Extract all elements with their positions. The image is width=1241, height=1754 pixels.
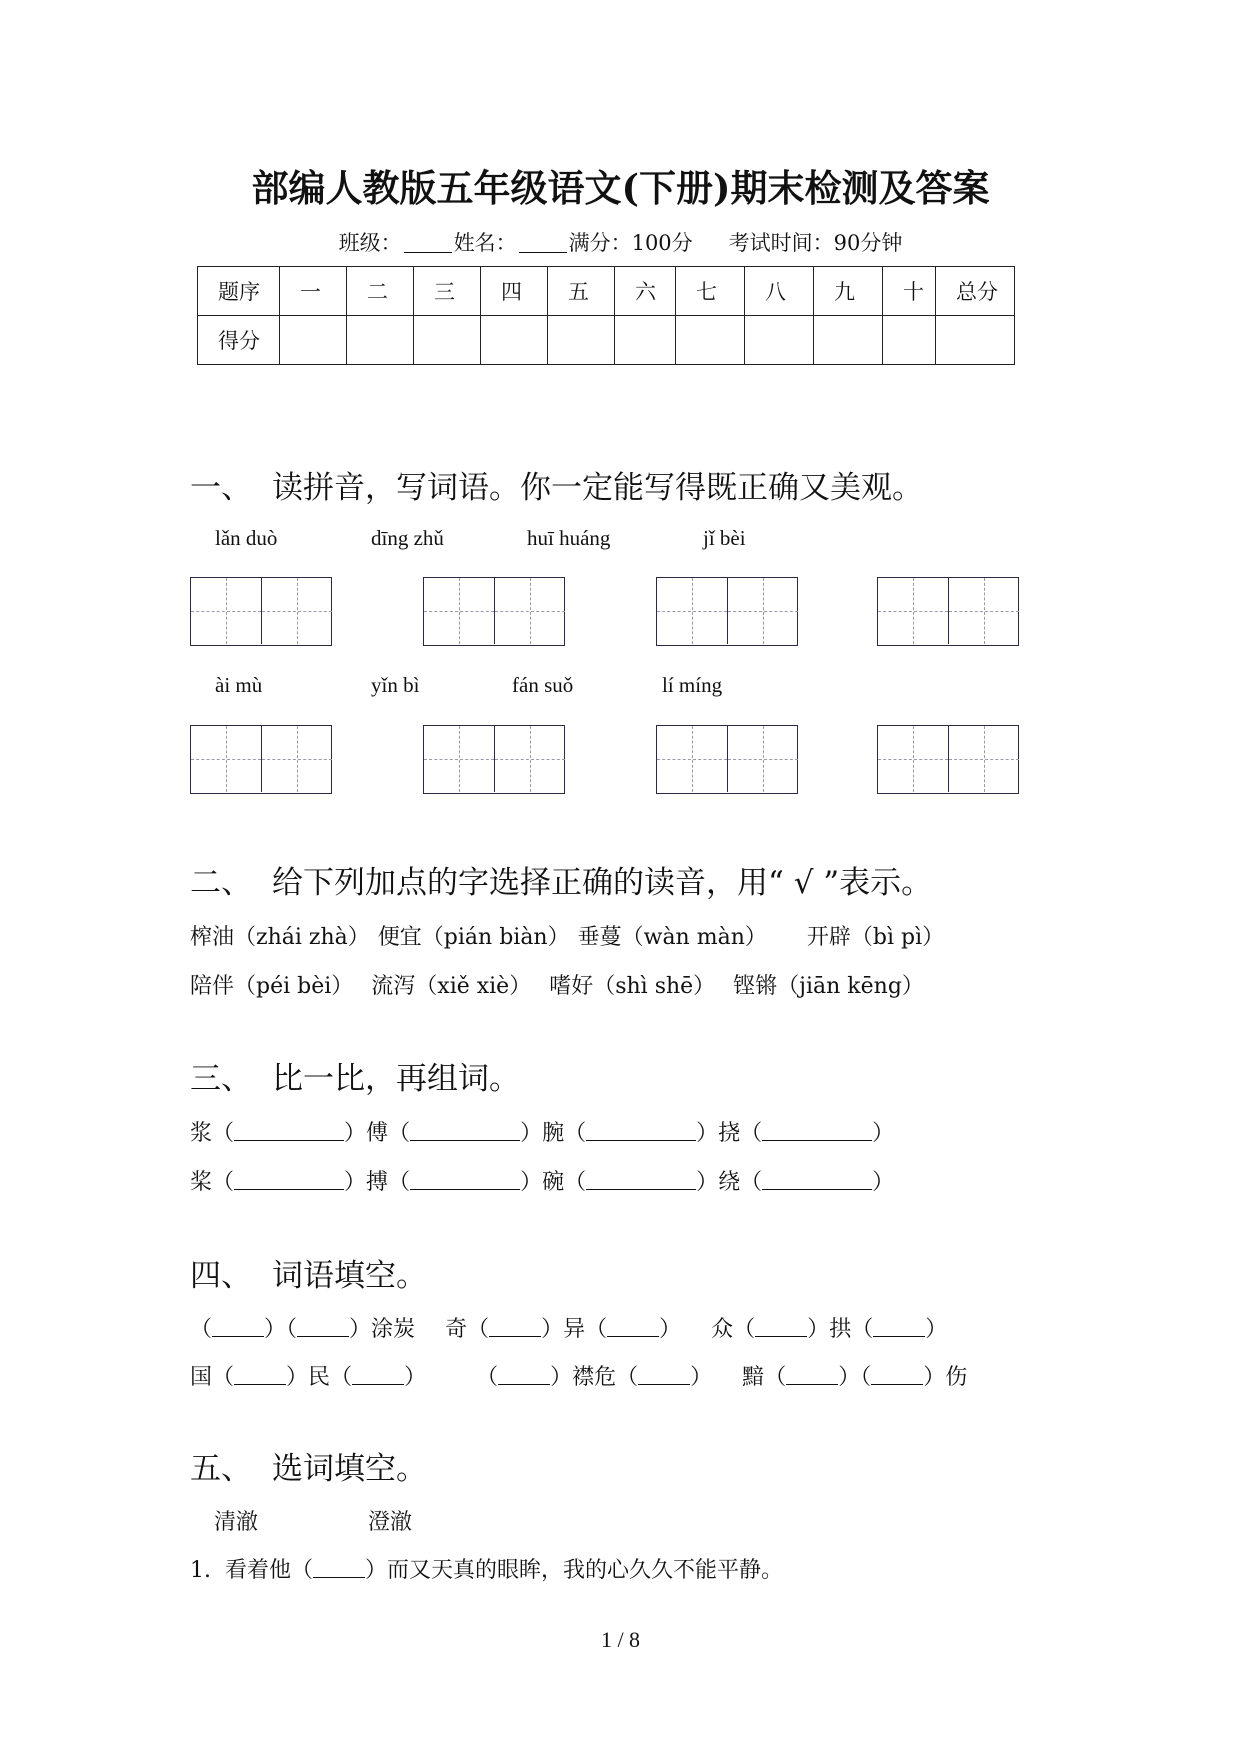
section-5-heading: [190, 1443, 427, 1488]
compare-char: 腕: [542, 1121, 565, 1146]
section-1-heading: [190, 462, 923, 507]
compare-char: 绕: [718, 1170, 741, 1195]
score-header-cell: 八: [745, 267, 814, 316]
section-title: 给下列加点的字选择正确的读音，用“ √ ”表示。: [272, 865, 933, 901]
score-header-cell: 二: [347, 267, 414, 316]
pronunciation-item[interactable]: 流泻（xiě xiè）: [371, 974, 532, 999]
pinyin-label: yǐn bì: [371, 673, 420, 697]
idiom-text: 襟危: [572, 1365, 617, 1390]
pronunciation-item[interactable]: 垂蔓（wàn màn）: [577, 925, 767, 950]
name-label: 姓名：: [453, 231, 517, 255]
question-text: 看着他: [225, 1558, 292, 1583]
answer-blank[interactable]: [297, 1320, 349, 1337]
answer-blank[interactable]: [212, 1320, 264, 1337]
answer-blank[interactable]: [489, 1320, 541, 1337]
pinyin-label: ài mù: [215, 673, 263, 697]
answer-blank[interactable]: [586, 1124, 696, 1141]
tianzige-box[interactable]: [423, 577, 565, 646]
answer-blank[interactable]: [607, 1320, 659, 1337]
answer-blank[interactable]: [234, 1368, 286, 1385]
section-number: 一、: [190, 470, 252, 506]
answer-blank[interactable]: [234, 1124, 344, 1141]
answer-blank[interactable]: [871, 1368, 923, 1385]
score-header-cell: 七: [676, 267, 745, 316]
idiom-text: 奇: [445, 1317, 468, 1342]
score-cell[interactable]: [883, 316, 936, 365]
pronunciation-row-2: [190, 969, 924, 1000]
score-cell[interactable]: [745, 316, 814, 365]
question-number: 1.: [190, 1558, 211, 1583]
word-option: 清澈: [214, 1510, 259, 1535]
answer-blank[interactable]: [873, 1320, 925, 1337]
compare-char: 桨: [190, 1170, 213, 1195]
score-cell[interactable]: [548, 316, 615, 365]
answer-blank[interactable]: [638, 1368, 690, 1385]
score-cell[interactable]: [676, 316, 745, 365]
question-1: 1. 看着他（ ）而又天真的眼眸，我的心久久不能平静。: [190, 1558, 784, 1583]
pronunciation-item[interactable]: 陪伴（péi bèi）: [190, 974, 354, 999]
section-number: 四、: [190, 1258, 252, 1294]
idiom-row-2: 国（ ）民（ ） （ ）襟危（ ） 黯（ ）（ ）伤: [190, 1365, 968, 1390]
idiom-text: 伤: [945, 1365, 968, 1390]
idiom-text: 涂炭: [371, 1317, 416, 1342]
idiom-text: 国: [190, 1365, 213, 1390]
answer-blank[interactable]: [313, 1561, 365, 1578]
compare-char: 碗: [542, 1170, 565, 1195]
compare-char: 搏: [366, 1170, 389, 1195]
answer-blank[interactable]: [410, 1124, 520, 1141]
idiom-text: 民: [308, 1365, 331, 1390]
tianzige-box[interactable]: [656, 725, 798, 794]
tianzige-box[interactable]: [877, 577, 1019, 646]
pinyin-label: lí míng: [662, 673, 723, 697]
score-header-cell: 四: [481, 267, 548, 316]
compare-row-2: 桨（ ）搏（ ）碗（ ）绕（ ）: [190, 1170, 895, 1195]
idiom-row-1: （ ）（ ）涂炭 奇（ ）异（ ） 众（ ）拱（ ）: [190, 1317, 948, 1342]
score-header-cell: 五: [548, 267, 615, 316]
section-3-heading: [190, 1053, 520, 1098]
answer-blank[interactable]: [352, 1368, 404, 1385]
idiom-text: 拱: [829, 1317, 852, 1342]
compare-row-1: 浆（ ）傅（ ）腕（ ）挠（ ）: [190, 1121, 895, 1146]
score-header-cell: 十: [883, 267, 936, 316]
score-table-header-row: [198, 267, 1015, 316]
pinyin-label: lǎn duò: [215, 526, 278, 550]
page-number: 1 / 8: [600, 1627, 641, 1652]
word-option: 澄澈: [368, 1510, 413, 1535]
answer-blank[interactable]: [234, 1173, 344, 1190]
score-cell[interactable]: [481, 316, 548, 365]
compare-char: 傅: [366, 1121, 389, 1146]
answer-blank[interactable]: [498, 1368, 550, 1385]
score-table: [197, 266, 1015, 365]
answer-blank[interactable]: [586, 1173, 696, 1190]
name-blank[interactable]: [519, 234, 567, 253]
section-number: 五、: [190, 1451, 252, 1487]
pronunciation-item[interactable]: 榨油（zhái zhà）: [190, 925, 370, 950]
pronunciation-row-1: [190, 920, 944, 951]
tianzige-box[interactable]: [190, 725, 332, 794]
class-blank[interactable]: [404, 234, 452, 253]
answer-blank[interactable]: [762, 1124, 872, 1141]
exam-info: [0, 227, 1241, 257]
answer-blank[interactable]: [755, 1320, 807, 1337]
idiom-text: 众: [711, 1317, 734, 1342]
exam-time: 考试时间：90分钟: [728, 231, 903, 255]
answer-blank[interactable]: [410, 1173, 520, 1190]
pronunciation-item[interactable]: 嗜好（shì shē）: [549, 974, 716, 999]
idiom-text: 异: [563, 1317, 586, 1342]
score-header-cell: 总分: [936, 267, 1015, 316]
idiom-text: 黯: [742, 1365, 765, 1390]
score-header-cell: 题序: [198, 267, 280, 316]
score-table-score-row: [198, 316, 1015, 365]
pinyin-label: jǐ bèi: [703, 526, 746, 550]
score-cell[interactable]: [615, 316, 676, 365]
class-label: 班级：: [338, 231, 402, 255]
section-number: 二、: [190, 865, 252, 901]
section-number: 三、: [190, 1061, 252, 1097]
tianzige-box[interactable]: [656, 577, 798, 646]
pinyin-label: huī huáng: [527, 526, 611, 550]
word-options: [214, 1505, 412, 1536]
question-text: 而又天真的眼眸，我的心久久不能平静。: [387, 1558, 784, 1583]
score-cell[interactable]: [814, 316, 883, 365]
answer-blank[interactable]: [786, 1368, 838, 1385]
section-title: 词语填空。: [272, 1258, 427, 1294]
section-4-heading: [190, 1250, 427, 1295]
score-row-label: 得分: [198, 316, 280, 365]
score-cell[interactable]: [936, 316, 1015, 365]
score-header-cell: 一: [280, 267, 347, 316]
section-title: 读拼音，写词语。你一定能写得既正确又美观。: [272, 470, 923, 506]
score-cell[interactable]: [347, 316, 414, 365]
pronunciation-item[interactable]: 开辟（bì pì）: [806, 925, 945, 950]
score-cell[interactable]: [280, 316, 347, 365]
page-title: 部编人教版五年级语文(下册)期末检测及答案: [251, 166, 990, 210]
score-header-cell: 九: [814, 267, 883, 316]
pinyin-label: fán suǒ: [512, 673, 574, 697]
answer-blank[interactable]: [762, 1173, 872, 1190]
pronunciation-item[interactable]: 便宜（pián biàn）: [377, 925, 570, 950]
section-2-heading: [190, 857, 932, 902]
pinyin-label: dīng zhǔ: [371, 526, 444, 550]
section-title: 选词填空。: [272, 1451, 427, 1487]
tianzige-box[interactable]: [190, 577, 332, 646]
score-header-cell: 三: [414, 267, 481, 316]
tianzige-box[interactable]: [423, 725, 565, 794]
full-score: 满分：100分: [568, 231, 693, 255]
score-cell[interactable]: [414, 316, 481, 365]
pronunciation-item[interactable]: 铿锵（jiān kēng）: [733, 974, 924, 999]
section-title: 比一比，再组词。: [272, 1061, 520, 1097]
score-header-cell: 六: [615, 267, 676, 316]
compare-char: 挠: [718, 1121, 741, 1146]
compare-char: 浆: [190, 1121, 213, 1146]
tianzige-box[interactable]: [877, 725, 1019, 794]
